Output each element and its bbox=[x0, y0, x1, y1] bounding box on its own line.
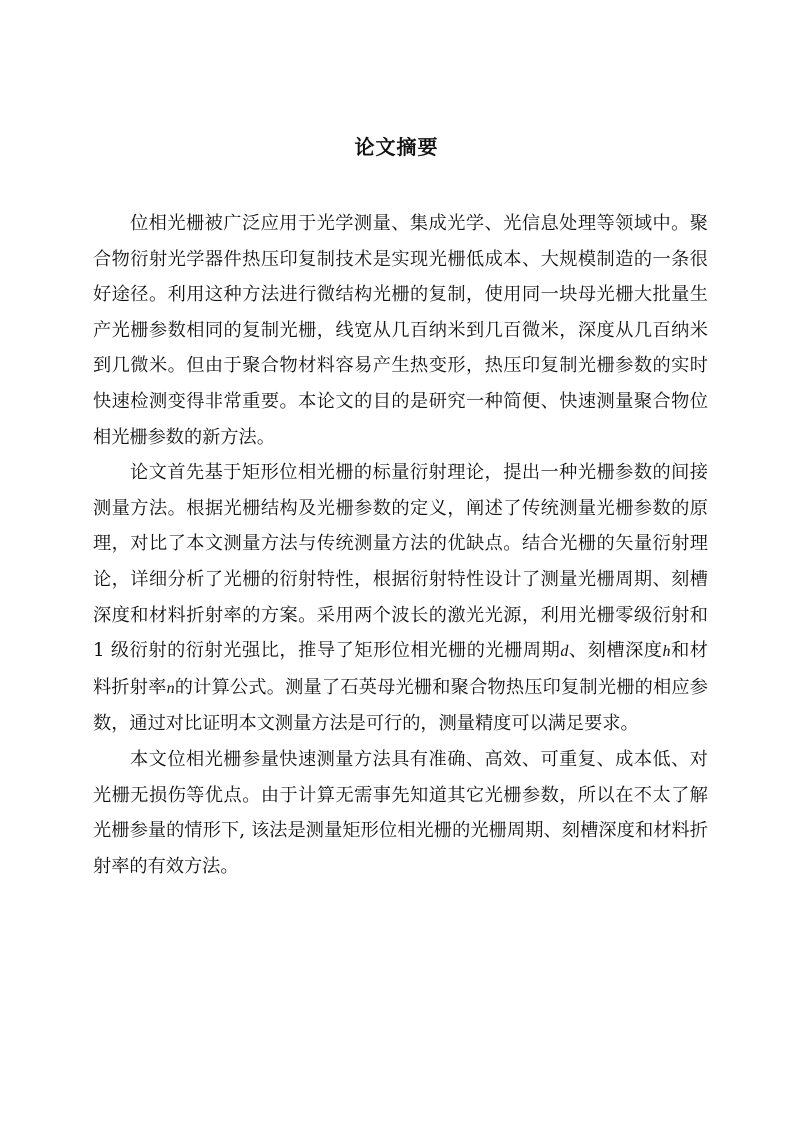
page-title: 论文摘要 bbox=[354, 135, 439, 159]
paragraph-2-text-c: 和材料折射率 bbox=[93, 640, 708, 698]
paragraph-1: 位相光栅被广泛应用于光学测量、集成光学、光信息处理等领域中。聚合物衍射光学器件热压印复制技术是实现光栅低成本、大规模制造的一条很好途径。利用这种方法进行微结构光栅的复制，使用同一块母光栅大批量生产光栅参数相同的复制光栅，线宽从几百纳米到几百微米，深度从几百纳米到几微米。但由于聚合物材料容易产生热变形，热压印复制光栅参数的实时快速检测变得非常重要。本论文的目的是研究一种简便、快速测量聚合物位相光栅参数的新方法。 bbox=[93, 213, 708, 448]
variable-n: n bbox=[166, 679, 175, 697]
paragraph-2-text-d: 的计算公式。测量了石英母光栅和聚合物热压印复制光栅的相应参数，通过对比证明本文测量方法是可行的，测量精度可以满足要求。 bbox=[93, 676, 708, 735]
variable-d: d bbox=[560, 643, 569, 661]
paragraph-2-text-b: 、刻槽深度 bbox=[568, 640, 663, 662]
variable-h: h bbox=[662, 643, 671, 661]
abstract-body bbox=[93, 206, 708, 884]
paragraph-3: 本文位相光栅参量快速测量方法具有准确、高效、可重复、成本低、对光栅无损伤等优点。由于计算无需事先知道其它光栅参数，所以在不太了解光栅参量的情形下, 该法是测量矩形位相光栅的光栅周期、刻槽深度和材料折射率的有效方法。 bbox=[93, 748, 708, 877]
paragraph-2 bbox=[93, 455, 708, 742]
paragraph-2-text-a: 论文首先基于矩形位相光栅的标量衍射理论，提出一种光栅参数的间接测量方法。根据光栅结构及光栅参数的定义，阐述了传统测量光栅参数的原理，对比了本文测量方法与传统测量方法的优缺点。结合光栅的矢量衍射理论，详细分析了光栅的衍射特性，根据衍射特性设计了测量光栅周期、刻槽深度和材料折射率的方案。采用两个波长的激光光源，利用光栅零级衍射和 1 级衍射的衍射光强比，推导了矩形位相光栅的光栅周期 bbox=[93, 462, 708, 662]
